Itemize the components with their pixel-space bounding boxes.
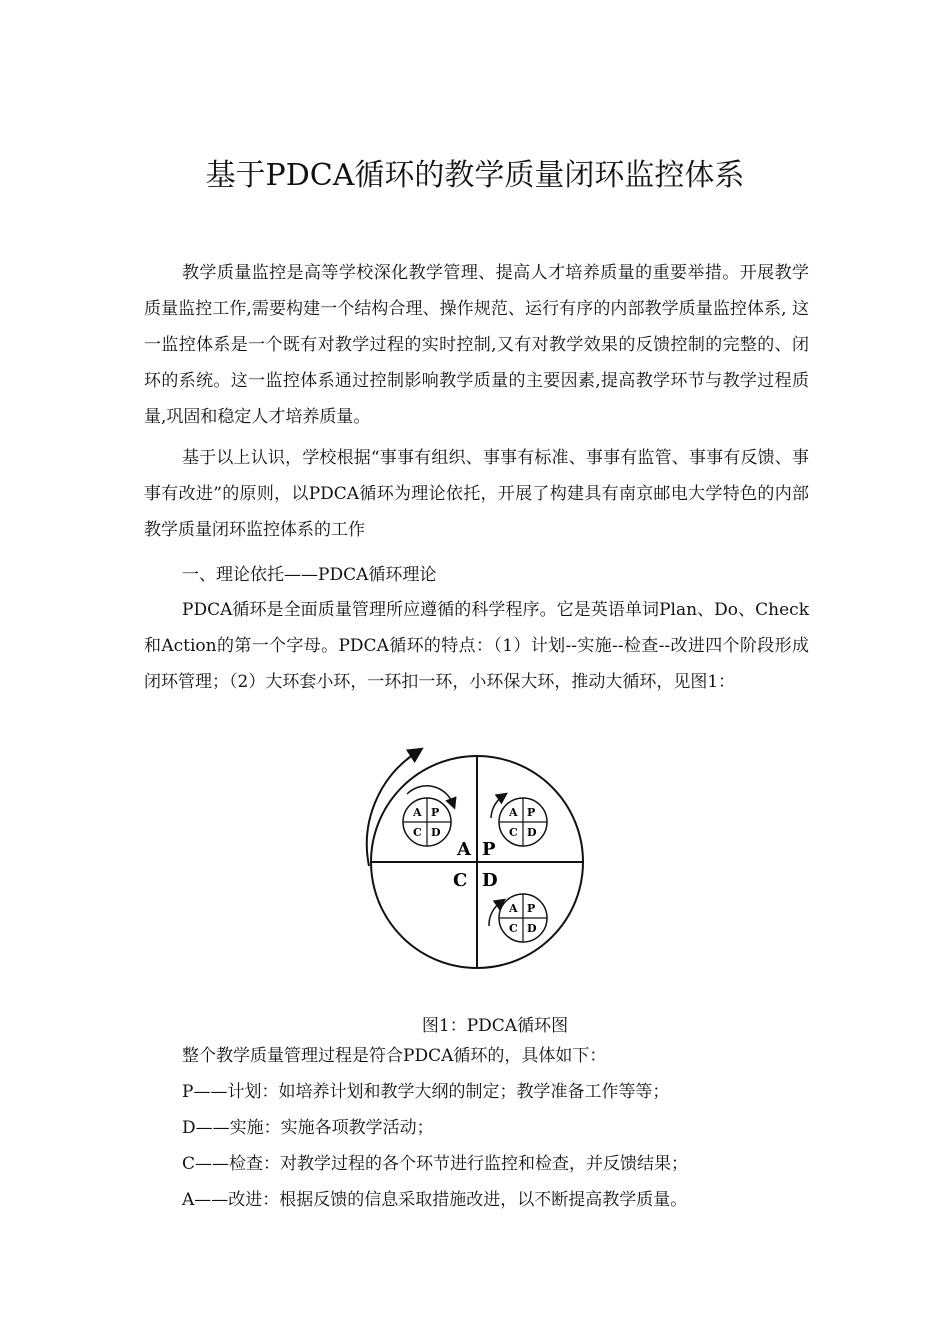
paragraph-pdca: PDCA循环是全面质量管理所应遵循的科学程序。它是英语单词Plan、Do、Check和Action的第一个字母。PDCA循环的特点：（1）计划--实施--检查--改进四个阶段形成闭环管理；（2）大环套小环，一环扣一环，小环保大环，推动大循环，见图1：: [144, 600, 809, 692]
list-item-do: D——实施：实施各项教学活动；: [182, 1118, 434, 1138]
small-cycle-arrow: [491, 796, 503, 818]
small-cycle-top-right: [491, 796, 547, 846]
big-label-c: C: [453, 870, 468, 891]
big-label-p: P: [482, 839, 496, 860]
paragraph-background: 基于以上认识，学校根据“事事有组织、事事有标准、事事有监管、事事有反馈、事事有改进”的原则，以PDCA循环为理论依托，开展了构建具有南京邮电大学特色的内部教学质量闭环监控体系的工作: [144, 448, 809, 540]
small-label-d: D: [527, 826, 537, 839]
document-title: 基于PDCA循环的教学质量闭环监控体系: [205, 158, 745, 193]
small-label-a: A: [509, 902, 518, 915]
big-label-a: A: [457, 839, 471, 860]
list-item-check: C——检查：对教学过程的各个环节进行监控和检查，并反馈结果；: [182, 1154, 689, 1174]
list-item-act: A——改进：根据反馈的信息采取措施改进，以不断提高教学质量。: [182, 1190, 688, 1210]
list-intro: 整个教学质量管理过程是符合PDCA循环的，具体如下：: [182, 1046, 607, 1066]
paragraph-intro: 教学质量监控是高等学校深化教学管理、提高人才培养质量的重要举措。开展教学质量监控工作,需要构建一个结构合理、操作规范、运行有序的内部教学质量监控体系, 这一监控体系是一个既有对教学过程的实时控制,又有对教学效果的反馈控制的完整的、闭环的系统。这一监控体系通过控制影响教学质量的主要因素,提高教学环节与教学过程质量,巩固和稳定人才培养质量。: [144, 263, 809, 427]
small-label-c: C: [509, 826, 518, 839]
small-label-p: P: [527, 902, 536, 915]
small-label-p: P: [431, 806, 440, 819]
small-cycle-top-left: [403, 786, 453, 846]
small-label-p: P: [527, 806, 536, 819]
pdca-cycle-figure: [355, 738, 595, 983]
pdca-diagram: [355, 738, 595, 983]
figure-caption: 图1：PDCA循环图: [421, 1016, 569, 1036]
small-label-c: C: [509, 922, 518, 935]
small-label-d: D: [431, 826, 441, 839]
small-cycle-bottom: [489, 894, 547, 942]
small-label-c: C: [413, 826, 422, 839]
small-label-a: A: [413, 806, 422, 819]
section-heading: 一、理论依托——PDCA循环理论: [182, 565, 437, 585]
list-item-plan: P——计划：如培养计划和教学大纲的制定；教学准备工作等等；: [182, 1082, 670, 1102]
small-label-d: D: [527, 922, 537, 935]
small-label-a: A: [509, 806, 518, 819]
big-label-d: D: [482, 870, 498, 891]
outer-cycle-arrow: [367, 752, 417, 866]
